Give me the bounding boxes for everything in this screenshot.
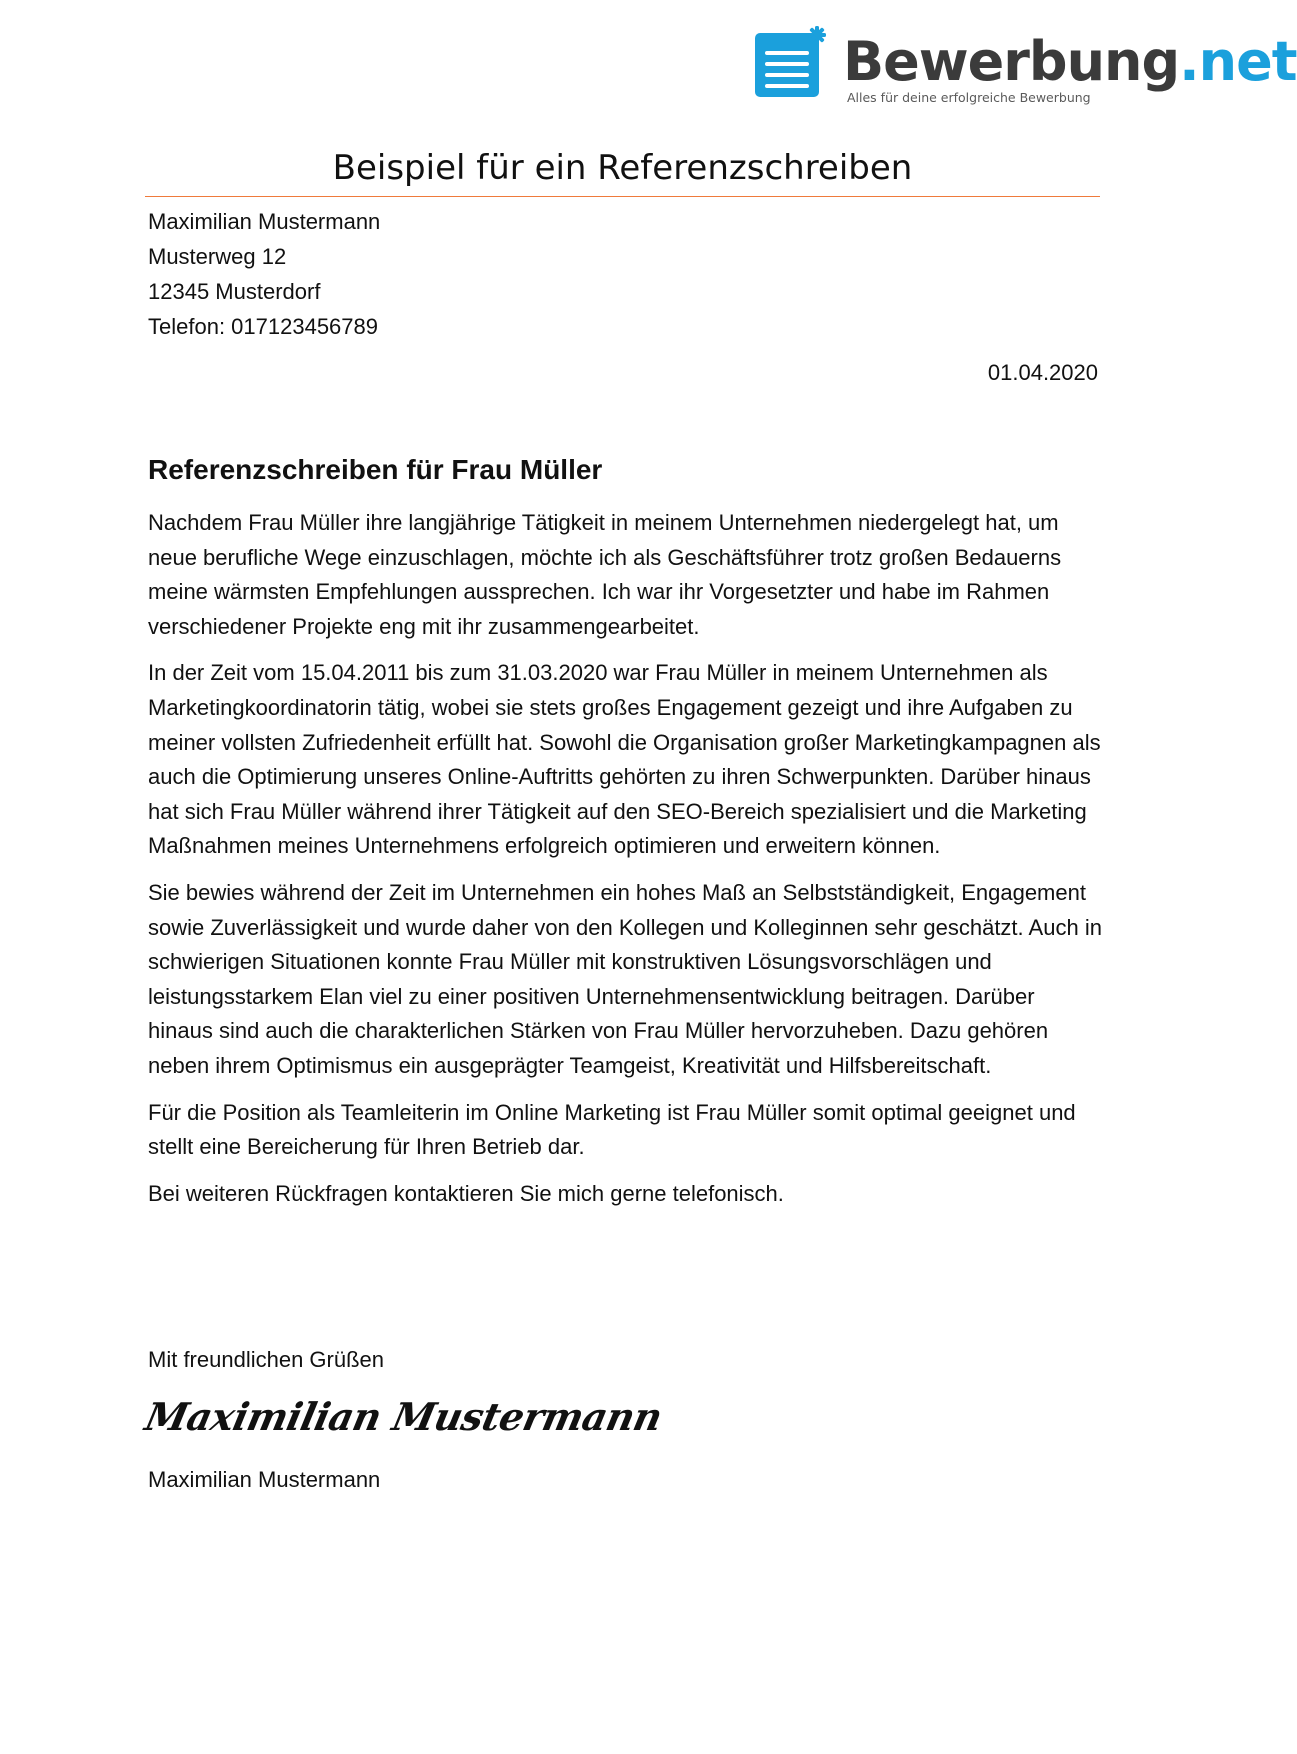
body-paragraph: Für die Position als Teamleiterin im Online Marketing ist Frau Müller somit optimal geeignet und stellt eine Bereicherung für Ihren Betrieb dar. (148, 1099, 1076, 1160)
closing-greeting: Mit freundlichen Grüßen (148, 1347, 384, 1372)
body-paragraph: Bei weiteren Rückfragen kontaktieren Sie mich gerne telefonisch. (148, 1180, 784, 1206)
sender-phone: Telefon: 017123456789 (148, 314, 378, 339)
brand-tagline: Alles für deine erfolgreiche Bewerbung (847, 90, 1091, 105)
document-star-icon (755, 25, 835, 105)
title-divider (145, 196, 1100, 197)
handwritten-signature: Maximilian Mustermann (141, 1394, 667, 1439)
sender-name: Maximilian Mustermann (148, 209, 381, 234)
sender-street: Musterweg 12 (148, 244, 287, 269)
brand-wordmark (843, 32, 1297, 92)
body-paragraph: Nachdem Frau Müller ihre langjährige Tätigkeit in meinem Unternehmen niedergelegt hat, um neue berufliche Wege einzuschlagen, möchte ich als Geschäftsführer trotz großen Bedauerns meine wärmsten Empfehlungen aussprechen. Ich war ihr Vorgesetzter und habe im Rahmen verschiedener Projekte eng mit ihr zusammengearbeitet. (148, 510, 1062, 639)
brand-wordmark-main: Bewerbung (843, 30, 1180, 93)
letter-subject: Referenzschreiben für Frau Müller (148, 454, 603, 485)
sender-address (148, 204, 380, 344)
signer-name: Maximilian Mustermann (148, 1467, 381, 1492)
letter-date: 01.04.2020 (987, 360, 1098, 385)
brand-logo (755, 12, 1297, 107)
body-paragraph: Sie bewies während der Zeit im Unternehmen ein hohes Maß an Selbstständigkeit, Engagement sowie Zuverlässigkeit und wurde daher von den Kollegen und Kolleginnen sehr geschätzt. Auch in schwierigen Situationen konnte Frau Müller mit konstruktiven Lösungsvorschlägen und leistungsstarkem Elan viel zu einer positiven Unternehmensentwicklung beitragen. Darüber hinaus sind auch die charakterlichen Stärken von Frau Müller hervorzuheben. Dazu gehören neben ihrem Optimismus ein ausgeprägter Teamgeist, Kreativität und Hilfsbereitschaft. (148, 879, 1102, 1078)
document-title: Beispiel für ein Referenzschreiben (332, 148, 913, 188)
sender-city: 12345 Musterdorf (148, 279, 321, 304)
letter-body (148, 506, 1103, 1223)
body-paragraph: In der Zeit vom 15.04.2011 bis zum 31.03.2020 war Frau Müller in meinem Unternehmen als Marketingkoordinatorin tätig, wobei sie stets großes Engagement gezeigt und ihre Aufgaben zu meiner vollsten Zufriedenheit erfüllt hat. Sowohl die Organisation großer Marketingkampagnen als auch die Optimierung unseres Online-Auftritts gehörten zu ihren Schwerpunkten. Darüber hinaus hat sich Frau Müller während ihrer Tätigkeit auf den SEO-Bereich spezialisiert und die Marketing Maßnahmen meines Unternehmens erfolgreich optimieren und erweitern können. (148, 660, 1101, 859)
brand-wordmark-domain: .net (1179, 30, 1297, 93)
